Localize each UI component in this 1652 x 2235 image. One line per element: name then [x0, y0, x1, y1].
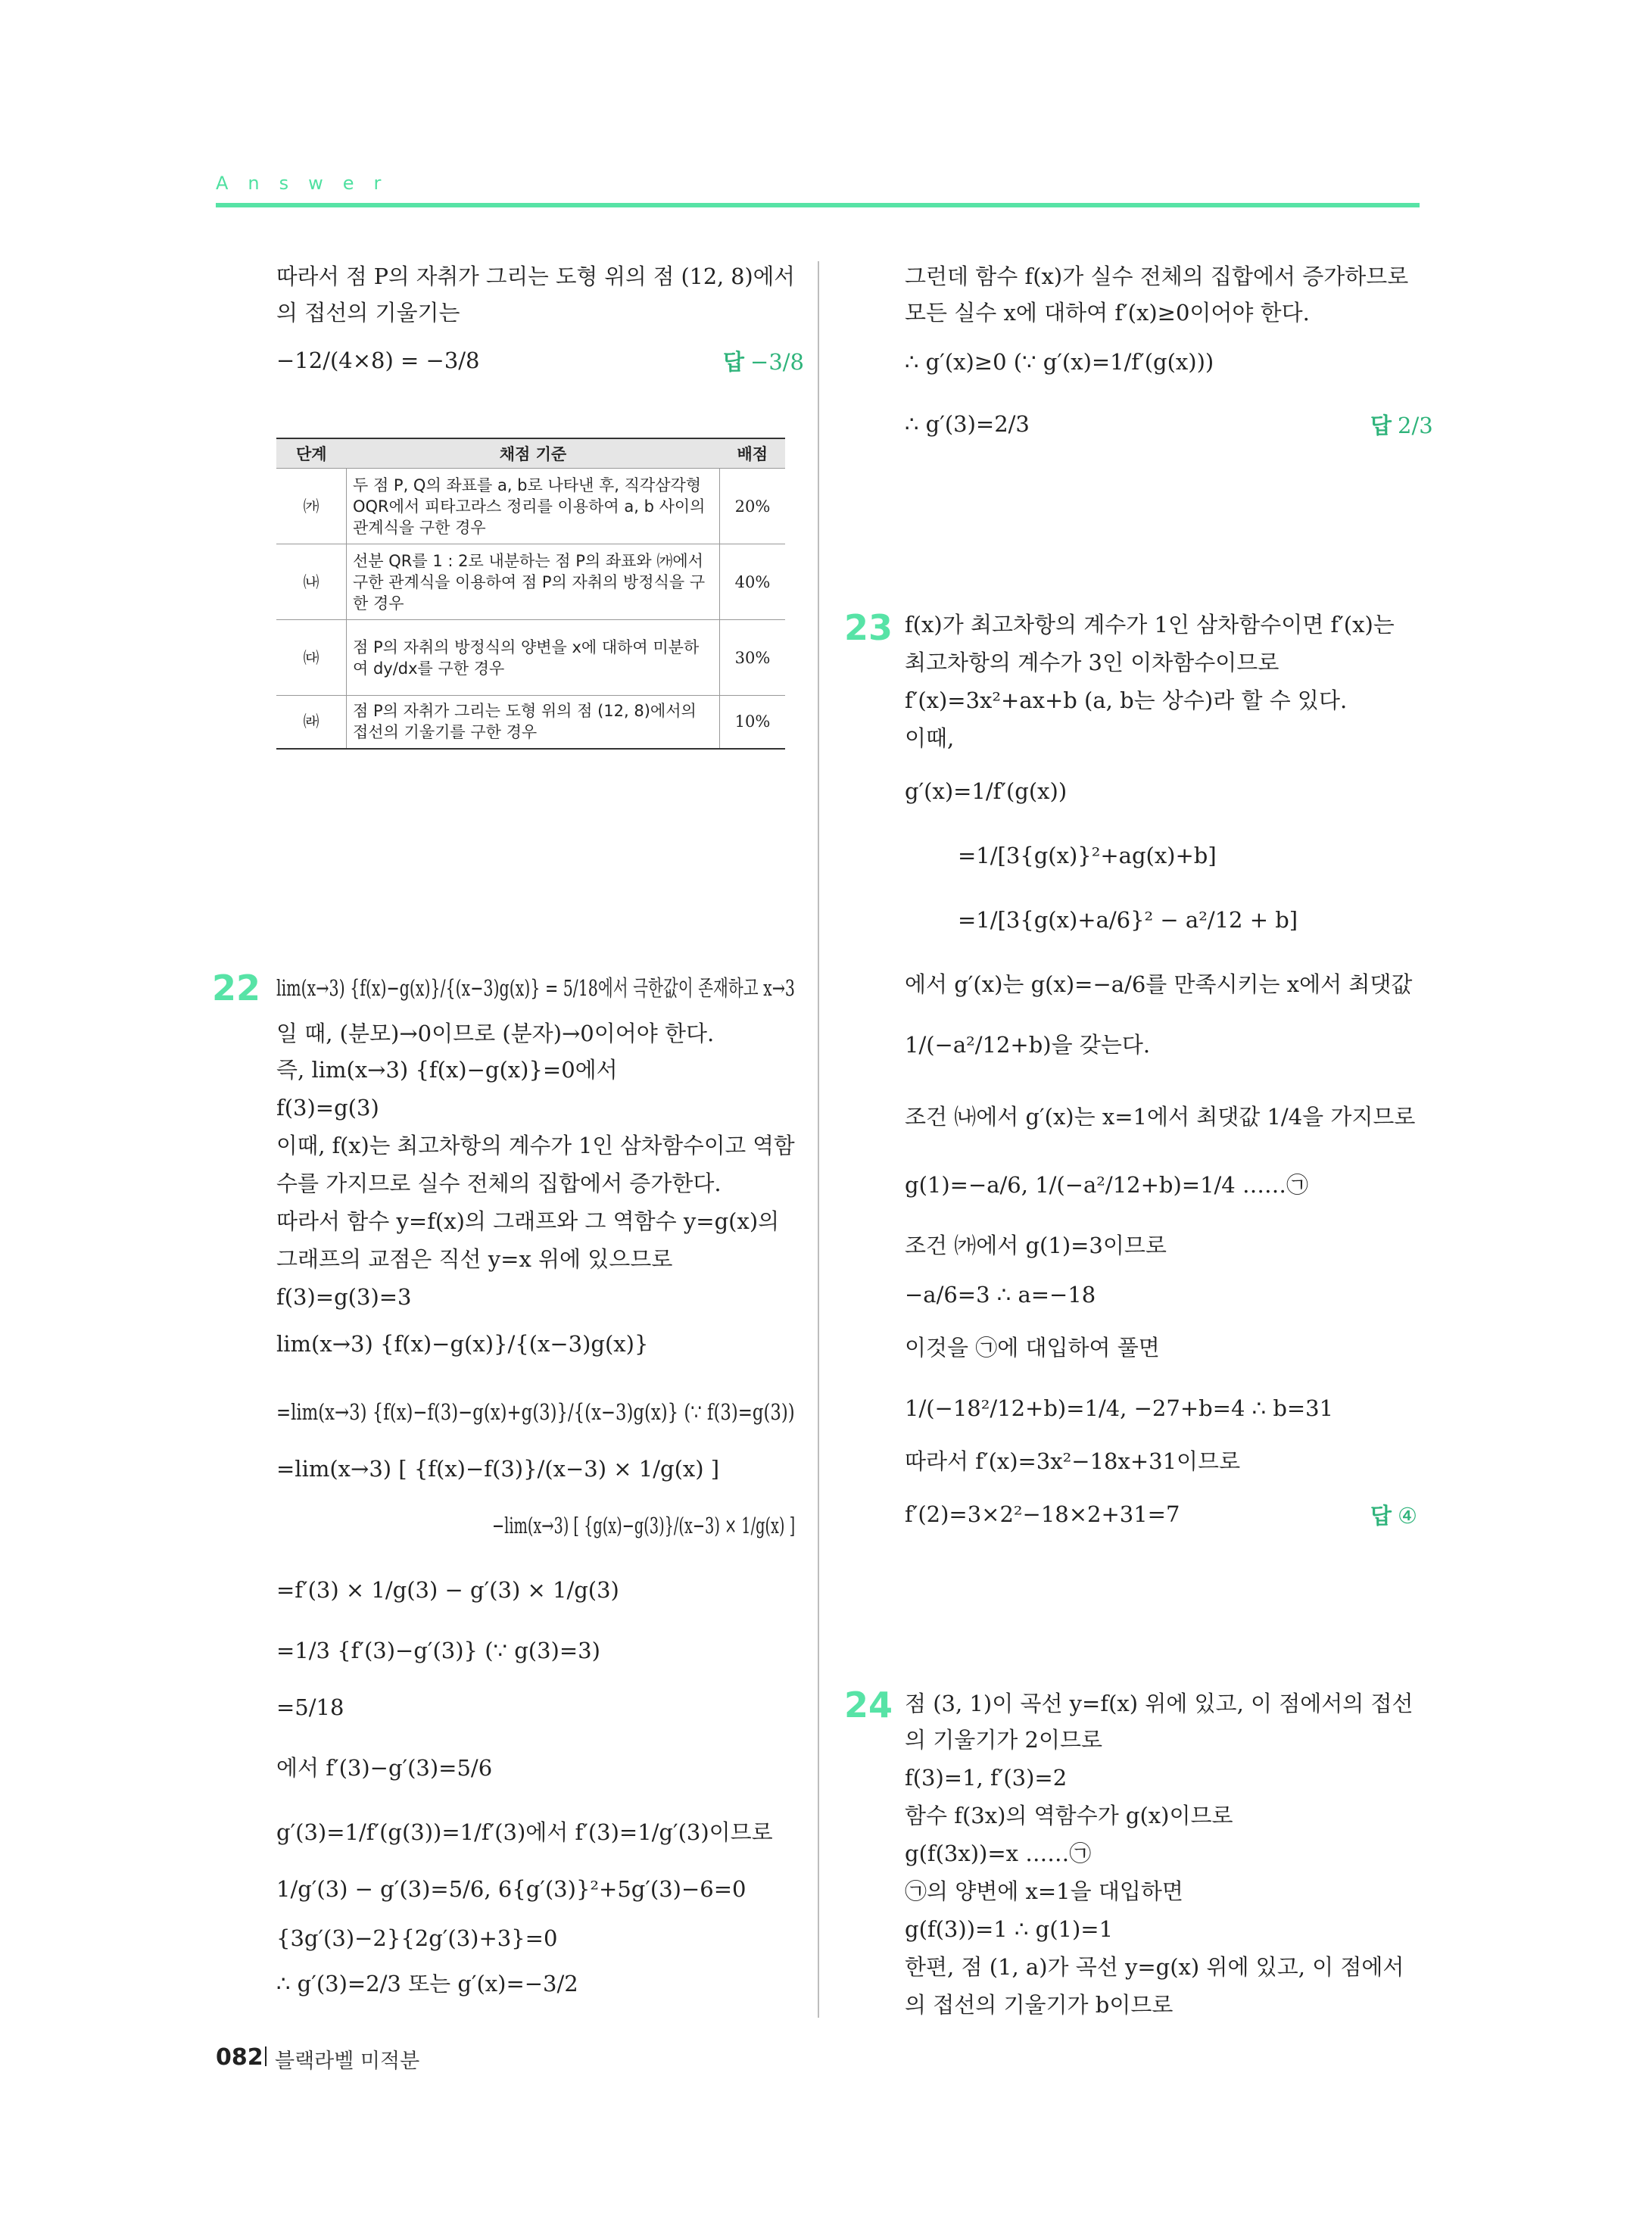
step-cell: ㈏: [276, 544, 347, 620]
step-cell: ㈑: [276, 696, 347, 749]
text-line: 에서 f′(3)−g′(3)=5/6: [276, 1755, 493, 1781]
text-line: 모든 실수 x에 대하여 f′(x)≥0이어야 한다.: [905, 300, 1310, 326]
text-line: =lim(x→3) {f(x)−f(3)−g(x)+g(3)}/{(x−3)g(x)} (∵ f(3)=g(3)): [276, 1399, 795, 1425]
table-header: 단계: [276, 438, 347, 469]
header-label: Answer: [216, 173, 401, 194]
question-number: 24: [844, 1685, 893, 1725]
text-line: −a/6=3 ∴ a=−18: [905, 1282, 1096, 1308]
text-line: =lim(x→3) [ {f(x)−f(3)}/(x−3) × 1/g(x) ]: [276, 1456, 720, 1482]
score-cell: 10%: [720, 696, 786, 749]
text-line: g′(3)=1/f′(g(3))=1/f′(3)에서 f′(3)=1/g′(3)이므로: [276, 1819, 773, 1845]
text-line: 그래프의 교점은 직선 y=x 위에 있으므로: [276, 1246, 673, 1272]
score-cell: 30%: [720, 620, 786, 696]
text-line: {3g′(3)−2}{2g′(3)+3}=0: [276, 1925, 558, 1951]
answer: 답 2/3: [1370, 413, 1433, 438]
criterion-cell: 점 P의 자취가 그리는 도형 위의 점 (12, 8)에서의 접선의 기울기를 구한 경우: [347, 696, 720, 749]
text-line: 최고차항의 계수가 3인 이차함수이므로: [905, 650, 1280, 675]
column-divider: [818, 261, 819, 2018]
text-line: 따라서 f′(x)=3x²−18x+31이므로: [905, 1448, 1241, 1474]
book-title: 블랙라벨 미적분: [275, 2050, 420, 2073]
header-rule: [216, 203, 1420, 207]
text-line: 1/g′(3) − g′(3)=5/6, 6{g′(3)}²+5g′(3)−6=0: [276, 1876, 747, 1902]
text-line: 한편, 점 (1, a)가 곡선 y=g(x) 위에 있고, 이 점에서: [905, 1954, 1404, 1980]
step-cell: ㈐: [276, 620, 347, 696]
text-line: 이때,: [905, 725, 955, 751]
text-line: 이때, f(x)는 최고차항의 계수가 1인 삼차함수이고 역함: [276, 1133, 795, 1158]
answer: 답 ④: [1370, 1503, 1418, 1529]
text-line: lim(x→3) {f(x)−g(x)}/{(x−3)g(x)}: [276, 1331, 649, 1357]
table-row: [276, 469, 785, 544]
text-line: f′(2)=3×2²−18×2+31=7: [905, 1501, 1180, 1527]
text-line: g′(x)=1/f′(g(x)): [905, 778, 1068, 804]
text-line: f(3)=g(3)=3: [276, 1284, 412, 1310]
criterion-cell: 두 점 P, Q의 좌표를 a, b로 나타낸 후, 직각삼각형 OQR에서 피타고라스 정리를 이용하여 a, b 사이의 관계식을 구한 경우: [347, 469, 720, 544]
text-line: 일 때, (분모)→0이므로 (분자)→0이어야 한다.: [276, 1021, 715, 1046]
text-line: 함수 f(3x)의 역함수가 g(x)이므로: [905, 1803, 1233, 1828]
table-row: [276, 696, 785, 749]
text-line: 따라서 함수 y=f(x)의 그래프와 그 역함수 y=g(x)의: [276, 1208, 780, 1234]
step-cell: ㈎: [276, 469, 347, 544]
text-line: 에서 g′(x)는 g(x)=−a/6를 만족시키는 x에서 최댓값: [905, 971, 1413, 997]
grading-table: [276, 438, 785, 750]
table-row: [276, 620, 785, 696]
text-line: 1/(−a²/12+b)을 갖는다.: [905, 1032, 1151, 1058]
text-line: g(f(3x))=x ……㉠: [905, 1841, 1092, 1866]
text-line: 이것을 ㉠에 대입하여 풀면: [905, 1335, 1160, 1361]
text-line: −lim(x→3) [ {g(x)−g(3)}/(x−3) × 1/g(x) ]: [492, 1513, 796, 1538]
text-line: =5/18: [276, 1694, 344, 1720]
text-line: f(3)=1, f′(3)=2: [905, 1765, 1068, 1791]
text-line: 점 (3, 1)이 곡선 y=f(x) 위에 있고, 이 점에서의 접선: [905, 1691, 1414, 1716]
table-header: 배점: [720, 438, 786, 469]
text-line: ∴ g′(x)≥0 (∵ g′(x)=1/f′(g(x))): [905, 349, 1214, 375]
text-line: ∴ g′(3)=2/3 또는 g′(x)=−3/2: [276, 1971, 578, 1997]
score-cell: 20%: [720, 469, 786, 544]
text-line: 의 접선의 기울기가 b이므로: [905, 1992, 1174, 2018]
table-row: [276, 544, 785, 620]
text-line: f(x)가 최고차항의 계수가 1인 삼차함수이면 f′(x)는: [905, 612, 1395, 637]
text-line: =1/[3{g(x)}²+ag(x)+b]: [958, 843, 1217, 868]
text-line: =f′(3) × 1/g(3) − g′(3) × 1/g(3): [276, 1577, 619, 1603]
text-line: −12/(4×8) = −3/8: [276, 348, 480, 373]
text-line: 1/(−18²/12+b)=1/4, −27+b=4 ∴ b=31: [905, 1395, 1334, 1421]
text-line: 따라서 점 P의 자취가 그리는 도형 위의 점 (12, 8)에서: [276, 263, 795, 289]
text-line: lim(x→3) {f(x)−g(x)}/{(x−3)g(x)} = 5/18에서 극한값이 존재하고 x→3: [276, 975, 796, 1001]
question-number: 22: [212, 968, 261, 1008]
footer-separator: [265, 2046, 267, 2066]
text-line: 조건 ㈏에서 g′(x)는 x=1에서 최댓값 1/4을 가지므로: [905, 1104, 1416, 1130]
text-line: g(f(3))=1 ∴ g(1)=1: [905, 1916, 1114, 1942]
text-line: 그런데 함수 f(x)가 실수 전체의 집합에서 증가하므로: [905, 263, 1409, 289]
text-line: 의 접선의 기울기는: [276, 300, 460, 326]
text-line: g(1)=−a/6, 1/(−a²/12+b)=1/4 ……㉠: [905, 1172, 1308, 1198]
question-number: 23: [844, 607, 893, 648]
score-cell: 40%: [720, 544, 786, 620]
answer: 답 −3/8: [723, 349, 804, 375]
criterion-cell: 선분 QR를 1 : 2로 내분하는 점 P의 좌표와 ㈎에서 구한 관계식을 이용하여 점 P의 자취의 방정식을 구한 경우: [347, 544, 720, 620]
text-line: 수를 가지므로 실수 전체의 집합에서 증가한다.: [276, 1170, 722, 1196]
text-line: f′(x)=3x²+ax+b (a, b는 상수)라 할 수 있다.: [905, 687, 1348, 713]
text-line: 의 기울기가 2이므로: [905, 1727, 1102, 1753]
text-line: 조건 ㈎에서 g(1)=3이므로: [905, 1233, 1167, 1258]
text-line: ㉠의 양변에 x=1을 대입하면: [905, 1878, 1183, 1904]
text-line: f(3)=g(3): [276, 1095, 379, 1121]
text-line: ∴ g′(3)=2/3: [905, 411, 1030, 437]
text-line: =1/3 {f′(3)−g′(3)} (∵ g(3)=3): [276, 1638, 600, 1663]
text-line: =1/[3{g(x)+a/6}² − a²/12 + b]: [958, 907, 1298, 933]
table-header: 채점 기준: [347, 438, 720, 469]
criterion-cell: 점 P의 자취의 방정식의 양변을 x에 대하여 미분하여 dy/dx를 구한 경우: [347, 620, 720, 696]
page-number: 082: [216, 2044, 263, 2071]
text-line: 즉, lim(x→3) {f(x)−g(x)}=0에서: [276, 1057, 618, 1083]
